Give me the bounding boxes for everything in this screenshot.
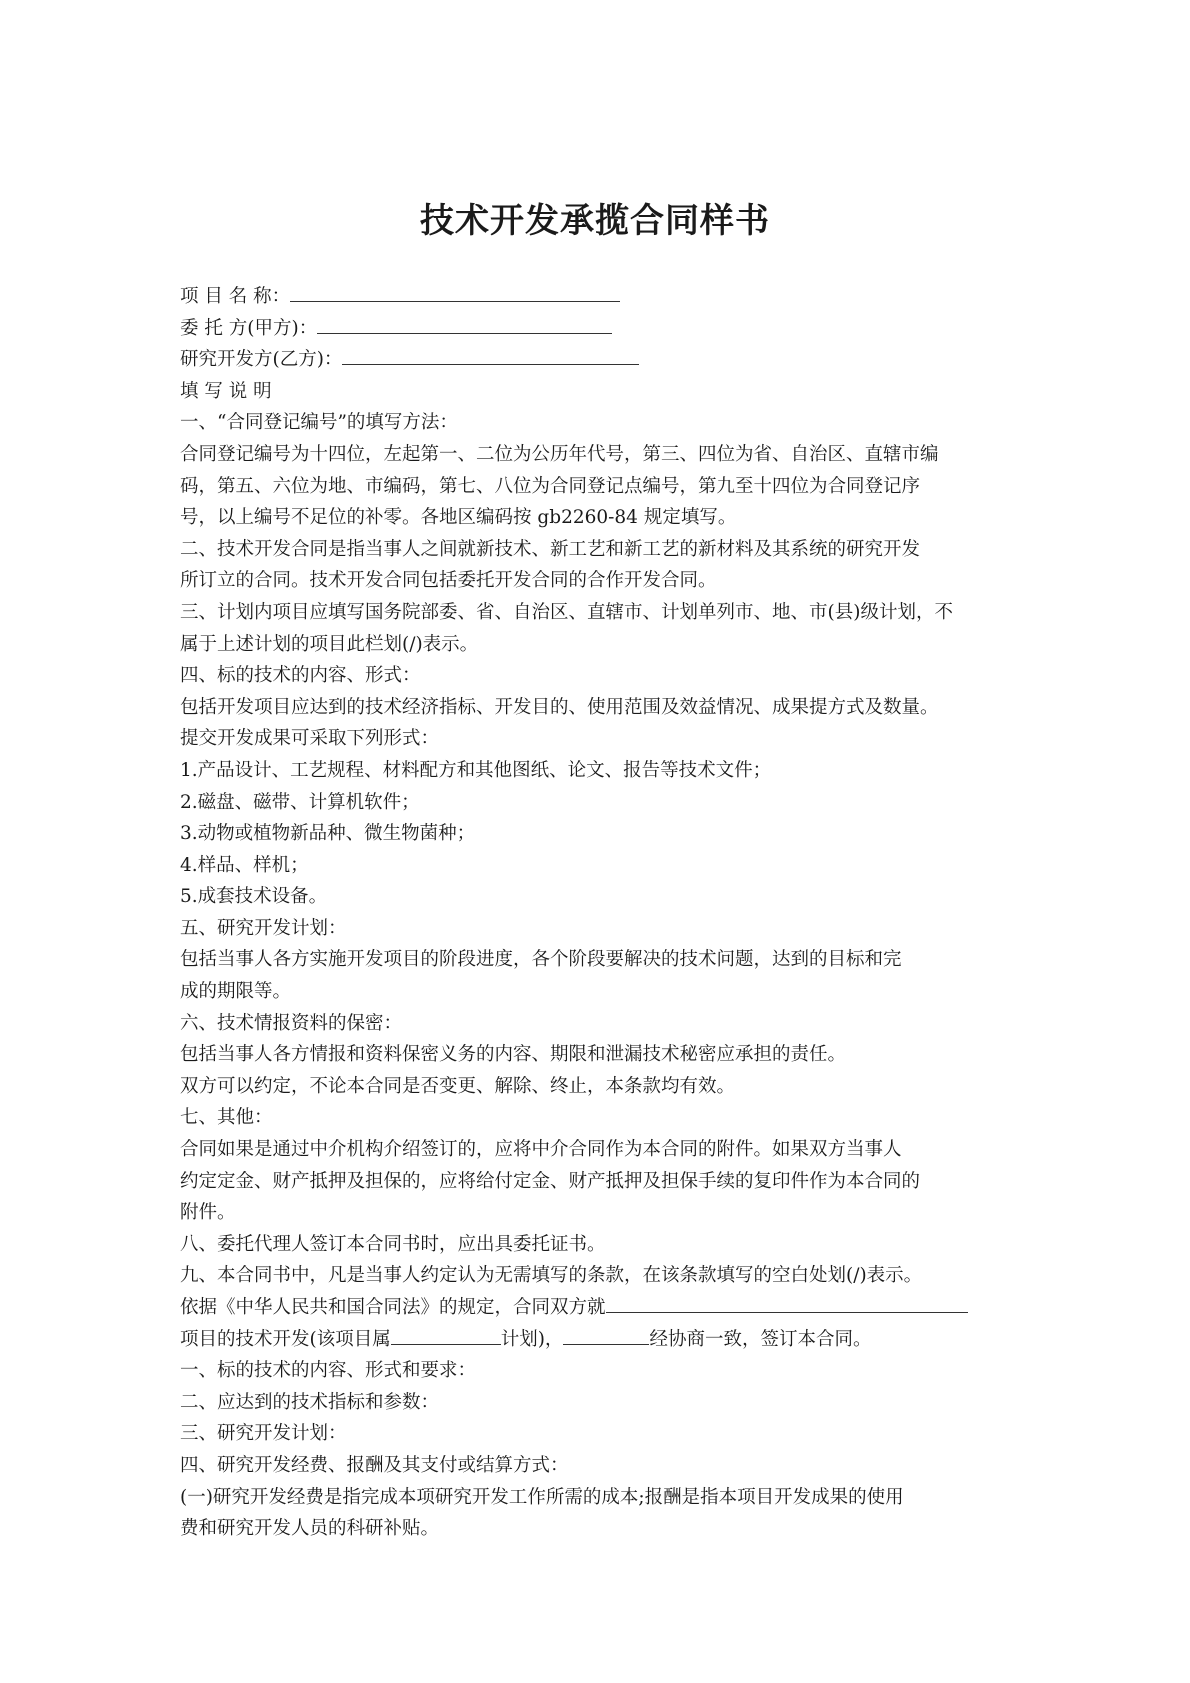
field-label: 委 托 方(甲方)： — [180, 317, 318, 339]
text-line: 包括当事人各方情报和资料保密义务的内容、期限和泄漏技术秘密应承担的责任。 — [180, 1044, 847, 1066]
text-line: 双方可以约定，不论本合同是否变更、解除、终止，本条款均有效。 — [180, 1075, 736, 1097]
text-line: 2.磁盘、磁带、计算机软件； — [180, 791, 420, 813]
text-line: 号，以上编号不足位的补零。各地区编码按 gb2260-84 规定填写。 — [180, 507, 737, 529]
text-line: 合同登记编号为十四位，左起第一、二位为公历年代号，第三、四位为省、自治区、直辖市编 — [180, 443, 939, 465]
page-title: 技术开发承揽合同样书 — [420, 201, 770, 241]
blank-developer[interactable] — [342, 344, 639, 365]
field-developer — [180, 344, 1020, 376]
text-line: 三、计划内项目应填写国务院部委、省、自治区、直辖市、计划单列市、地、市(县)级计划，不 — [180, 601, 953, 623]
text-line: 附件。 — [180, 1202, 236, 1224]
text-line-with-blank — [180, 1292, 1020, 1324]
text-line: 二、技术开发合同是指当事人之间就新技术、新工艺和新工艺的新材料及其系统的研究开发 — [180, 538, 921, 560]
text-line: 费和研究开发人员的科研补贴。 — [180, 1518, 440, 1540]
blank-plan-level[interactable] — [391, 1324, 501, 1345]
field-label: 项 目 名 称： — [180, 286, 291, 307]
text-line: 四、研究开发经费、报酬及其支付或结算方式： — [180, 1454, 569, 1476]
text-line: 八、委托代理人签订本合同书时，应出具委托证书。 — [180, 1233, 606, 1255]
text-segment: 计划)， — [500, 1328, 564, 1350]
field-project-name — [180, 281, 1020, 313]
text-line: 3.动物或植物新品种、微生物菌种； — [180, 823, 476, 845]
text-line: (一)研究开发经费是指完成本项研究开发工作所需的成本;报酬是指本项目开发成果的使用 — [180, 1486, 904, 1508]
text-line: 五、研究开发计划： — [180, 917, 347, 939]
text-line: 码，第五、六位为地、市编码，第七、八位为合同登记点编号，第九至十四位为合同登记序 — [180, 475, 921, 497]
text-line: 包括开发项目应达到的技术经济指标、开发目的、使用范围及效益情况、成果提方式及数量。 — [180, 696, 939, 718]
text-line: 所订立的合同。技术开发合同包括委托开发合同的合作开发合同。 — [180, 570, 717, 592]
text-segment: 项目的技术开发(该项目属 — [180, 1328, 391, 1350]
field-client — [180, 313, 1020, 345]
text-line: 4.样品、样机； — [180, 854, 309, 876]
blank-project[interactable] — [606, 1292, 968, 1313]
text-line: 九、本合同书中，凡是当事人约定认为无需填写的条款，在该条款填写的空白处划(/)表示。 — [180, 1265, 923, 1287]
blank-client[interactable] — [317, 313, 612, 334]
text-line: 包括当事人各方实施开发项目的阶段进度，各个阶段要解决的技术问题，达到的目标和完 — [180, 949, 902, 971]
text-line: 二、应达到的技术指标和参数： — [180, 1391, 440, 1413]
text-line: 六、技术情报资料的保密： — [180, 1012, 403, 1034]
text-segment: 依据《中华人民共和国合同法》的规定，合同双方就 — [180, 1297, 606, 1318]
field-label: 研究开发方(乙方)： — [180, 349, 343, 371]
text-segment: 经协商一致，签订本合同。 — [649, 1328, 872, 1350]
instructions-heading: 填 写 说 明 — [180, 380, 272, 402]
text-line: 提交开发成果可采取下列形式： — [180, 728, 440, 750]
text-line: 七、其他： — [180, 1107, 273, 1129]
text-line-with-blanks — [180, 1324, 1020, 1356]
text-line: 属于上述计划的项目此栏划(/)表示。 — [180, 633, 479, 655]
text-line: 四、标的技术的内容、形式： — [180, 665, 421, 687]
blank-project-name[interactable] — [290, 281, 620, 302]
text-line: 1.产品设计、工艺规程、材料配方和其他图纸、论文、报告等技术文件； — [180, 759, 772, 781]
blank-parties[interactable] — [563, 1324, 649, 1345]
text-line: 一、标的技术的内容、形式和要求： — [180, 1360, 477, 1382]
text-line: 合同如果是通过中介机构介绍签订的，应将中介合同作为本合同的附件。如果双方当事人 — [180, 1139, 902, 1161]
text-line: 约定定金、财产抵押及担保的，应将给付定金、财产抵押及担保手续的复印件作为本合同的 — [180, 1170, 921, 1192]
text-line: 三、研究开发计划： — [180, 1423, 347, 1445]
text-line: 5.成套技术设备。 — [180, 886, 328, 908]
text-line: 一、“合同登记编号”的填写方法： — [180, 412, 458, 434]
text-line: 成的期限等。 — [180, 981, 292, 1003]
document-body — [180, 281, 1020, 1545]
